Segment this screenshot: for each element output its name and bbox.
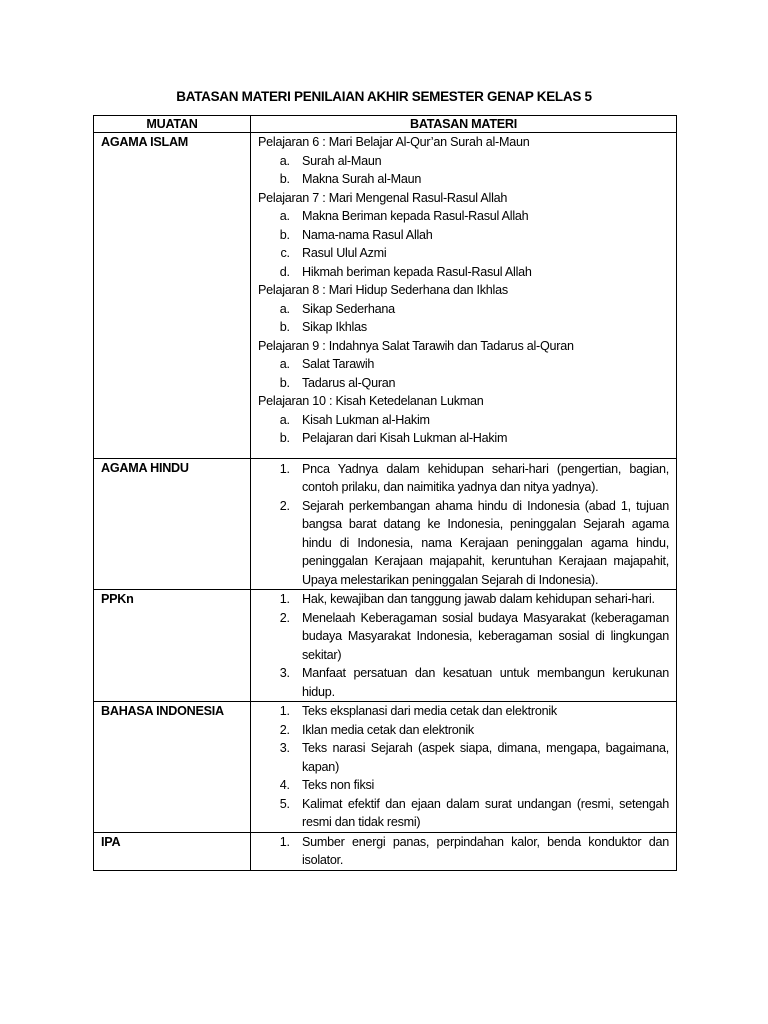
list-item: a. Kisah Lukman al-Hakim	[293, 411, 669, 430]
table-row	[94, 702, 677, 833]
list-item: 2. Sejarah perkembangan ahama hindu di Indonesia (abad 1, tujuan bangsa barat datang ke Indonesia, peninggalan Sejarah agama hindu di Indonesia, nama Kerajaan peninggalan agama hindu, peninggalan Kerajaan majapahit, keruntuhan Kerajaan majapahit, Upaya melestarikan peninggalan Sejarah di Indonesia).	[293, 497, 669, 590]
list-item: 1. Pnca Yadnya dalam kehidupan sehari-hari (pengertian, bagian, contoh prilaku, dan naimitika yadnya dan nitya yadnya).	[293, 460, 669, 497]
list-item: 1. Hak, kewajiban dan tanggung jawab dalam kehidupan sehari-hari.	[293, 590, 669, 609]
subject-agama-hindu: AGAMA HINDU	[94, 458, 251, 590]
list-item: b. Pelajaran dari Kisah Lukman al-Hakim	[293, 429, 669, 448]
list-item: c. Rasul Ulul Azmi	[293, 244, 669, 263]
lesson-title: Pelajaran 9 : Indahnya Salat Tarawih dan Tadarus al-Quran	[258, 338, 574, 353]
list-item: b. Makna Surah al-Maun	[293, 170, 669, 189]
subject-ppkn: PPKn	[94, 590, 251, 702]
lesson-title: Pelajaran 7 : Mari Mengenal Rasul-Rasul Allah	[258, 190, 508, 205]
lesson-title: Pelajaran 6 : Mari Belajar Al-Qur’an Surah al-Maun	[258, 135, 530, 149]
table-row	[94, 590, 677, 702]
list-item: b. Tadarus al-Quran	[293, 374, 669, 393]
materi-list	[258, 702, 669, 832]
materi-bahasa-indonesia	[251, 702, 677, 833]
list-item: a. Sikap Sederhana	[293, 300, 669, 319]
list-item: a. Surah al-Maun	[293, 152, 669, 171]
list-item: 2. Iklan media cetak dan elektronik	[293, 721, 669, 740]
table-header-row	[94, 116, 677, 133]
list-item: 1. Teks eksplanasi dari media cetak dan elektronik	[293, 702, 669, 721]
materi-list	[258, 833, 669, 870]
list-item: 1. Sumber energi panas, perpindahan kalor, benda konduktor dan isolator.	[293, 833, 669, 870]
materi-ipa	[251, 832, 677, 870]
lesson-items	[258, 411, 669, 448]
list-item: 3. Manfaat persatuan dan kesatuan untuk membangun kerukunan hidup.	[293, 664, 669, 701]
lesson-items	[258, 355, 669, 392]
subject-bahasa-indonesia: BAHASA INDONESIA	[94, 702, 251, 833]
lesson-items	[258, 152, 669, 189]
list-item: 3. Teks narasi Sejarah (aspek siapa, dimana, mengapa, bagaimana, kapan)	[293, 739, 669, 776]
list-item: 2. Menelaah Keberagaman sosial budaya Masyarakat (keberagaman budaya Masyarakat Indonesia, keberagaman sosial di lingkungan sekitar)	[293, 609, 669, 665]
table-row	[94, 133, 677, 459]
list-item: b. Sikap Ikhlas	[293, 318, 669, 337]
list-item: a. Salat Tarawih	[293, 355, 669, 374]
list-item: d. Hikmah beriman kepada Rasul-Rasul Allah	[293, 263, 669, 282]
list-item: 5. Kalimat efektif dan ejaan dalam surat undangan (resmi, setengah resmi dan tidak resmi)	[293, 795, 669, 832]
materi-list	[258, 590, 669, 701]
subject-ipa: IPA	[94, 832, 251, 870]
materi-table	[93, 115, 677, 871]
table-row	[94, 832, 677, 870]
table-row	[94, 458, 677, 590]
list-item: 4. Teks non fiksi	[293, 776, 669, 795]
materi-list	[258, 460, 669, 590]
lesson-title: Pelajaran 8 : Mari Hidup Sederhana dan Ikhlas	[258, 283, 508, 297]
materi-agama-islam	[251, 133, 677, 459]
materi-ppkn	[251, 590, 677, 702]
lesson-items	[258, 300, 669, 337]
lesson-title: Pelajaran 10 : Kisah Ketedelanan Lukman	[258, 394, 484, 408]
header-batasan-materi: BATASAN MATERI	[251, 116, 677, 133]
lesson-items	[258, 207, 669, 281]
document-title: BATASAN MATERI PENILAIAN AKHIR SEMESTER GENAP KELAS 5	[176, 89, 592, 104]
subject-agama-islam: AGAMA ISLAM	[94, 133, 251, 459]
list-item: b. Nama-nama Rasul Allah	[293, 226, 669, 245]
list-item: a. Makna Beriman kepada Rasul-Rasul Allah	[293, 207, 669, 226]
materi-agama-hindu	[251, 458, 677, 590]
header-muatan: MUATAN	[94, 116, 251, 133]
